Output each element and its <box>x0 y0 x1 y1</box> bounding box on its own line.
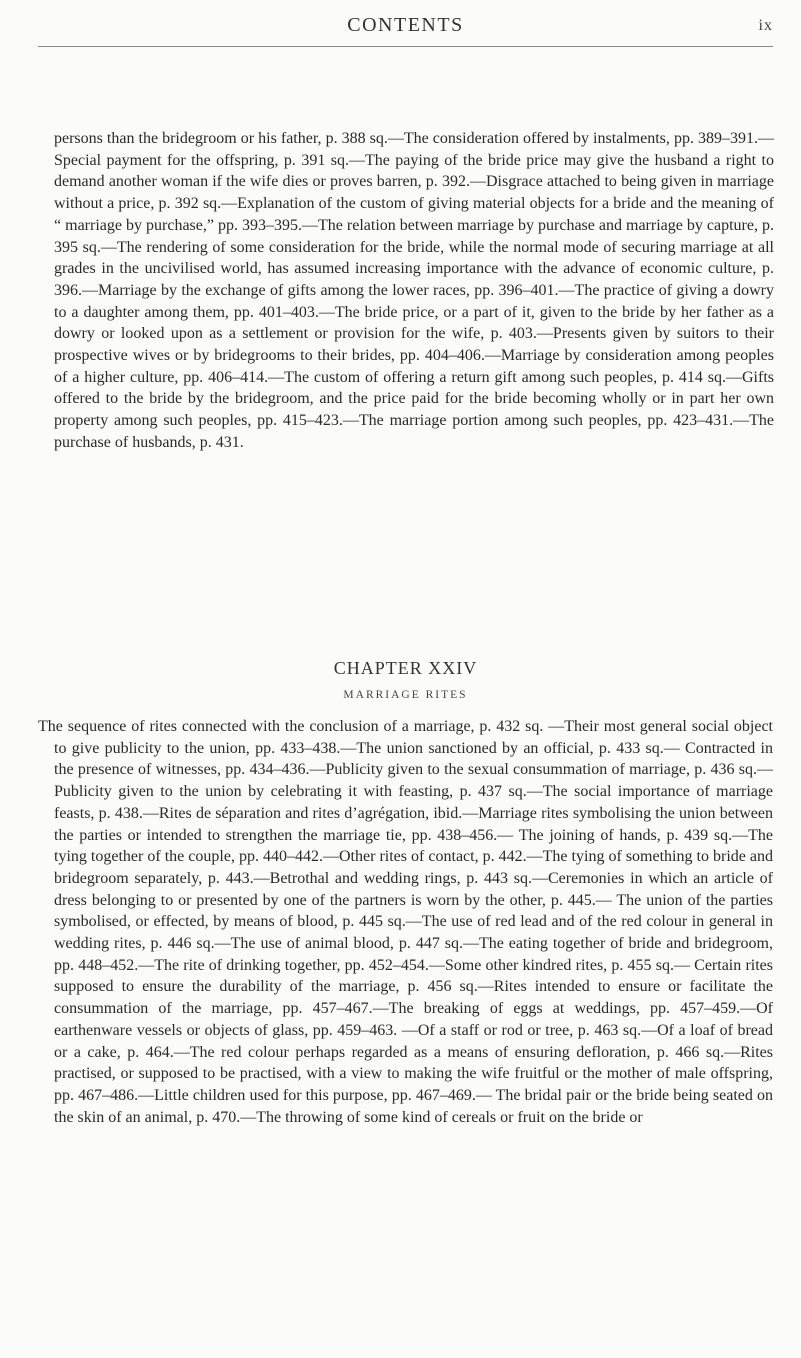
running-head <box>38 0 773 50</box>
header-rule <box>38 46 773 47</box>
page-number: ix <box>758 17 773 34</box>
continued-paragraph: persons than the bridegroom or his father, p. 388 sq.—The consideration offered by instalments, pp. 389–391.—Special payment for the offspring, p. 391 sq.—The paying of the bride price may give the husband a right to demand another woman if the wife dies or proves barren, p. 392.—Disgrace attached to being given in marriage without a price, p. 392 sq.—Explanation of the custom of giving material objects for a bride and the meaning of “ marriage by purchase,” pp. 393–395.—The relation between marriage by purchase and marriage by capture, p. 395 sq.—The rendering of some consideration for the bride, while the normal mode of securing marriage at all grades in the uncivilised world, has assumed increasing importance with the advance of economic culture, p. 396.—Marriage by the exchange of gifts among the lower races, pp. 396–401.—The practice of giving a dowry to a daughter among them, pp. 401–403.—The bride price, or a part of it, given to the bride by her father as a dowry or looked upon as a settlement or provision for the wife, p. 403.—Presents given by suitors to their prospective wives or by bridegrooms to their brides, pp. 404–406.—Marriage by consideration among peoples of a higher culture, pp. 406–414.—The custom of offering a return gift among such peoples, p. 414 sq.—Gifts offered to the bride by the bridegroom, and the price paid for the bride becoming wholly or in part her own property among such peoples, pp. 415–423.—The marriage portion among such peoples, pp. 423–431.—The purchase of husbands, p. 431. <box>54 130 774 451</box>
chapter-heading: CHAPTER XXIV <box>333 658 478 678</box>
book-page <box>38 0 773 1358</box>
chapter-summary <box>38 716 773 1128</box>
chapter-subheading: MARRIAGE RITES <box>343 689 468 701</box>
running-title: CONTENTS <box>347 14 464 36</box>
chapter-summary-text: The sequence of rites connected with the conclusion of a marriage, p. 432 sq. —Their most general social object to give publicity to the union, pp. 433–438.—The union sanctioned by an official, p. 433 sq.— Contracted in the presence of witnesses, pp. 434–436.—Publicity given to the sexual consummation of marriage, p. 436 sq.—Publicity given to the union by celebrating it with feasting, p. 437 sq.—The social importance of marriage feasts, p. 438.—Rites de séparation and rites d’agrégation, ibid.—Marriage rites symbolising the union between the parties or intended to strengthen the marriage tie, pp. 438–456.— The joining of hands, p. 439 sq.—The tying together of the couple, pp. 440–442.—Other rites of contact, p. 442.—The tying of something to bride and bridegroom separately, p. 443.—Betrothal and wedding rings, p. 443 sq.—Ceremonies in which an article of dress belonging to or presented by one of the partners is worn by the other, p. 445.— The union of the parties symbolised, or effected, by means of blood, p. 445 sq.—The use of red lead and of the red colour in general in wedding rites, p. 446 sq.—The use of animal blood, p. 447 sq.—The eating together of bride and bridegroom, pp. 448–452.—The rite of drinking together, pp. 452–454.—Some other kindred rites, p. 455 sq.— Certain rites supposed to ensure the durability of the marriage, p. 456 sq.—Rites intended to ensure or facilitate the consummation of the marriage, pp. 457–467.—The breaking of eggs at weddings, pp. 457–459.—Of earthenware vessels or objects of glass, pp. 459–463. —Of a staff or rod or tree, p. 463 sq.—Of a loaf of bread or a cake, p. 464.—The red colour perhaps regarded as a means of ensuring defloration, p. 466 sq.—Rites practised, or supposed to be practised, with a view to making the wife fruitful or the mother of male offspring, pp. 467–486.—Little children used for this purpose, pp. 467–469.— The bridal pair or the bride being seated on the skin of an animal, p. 470.—The throwing of some kind of cereals or fruit on the bride or <box>38 718 773 1126</box>
